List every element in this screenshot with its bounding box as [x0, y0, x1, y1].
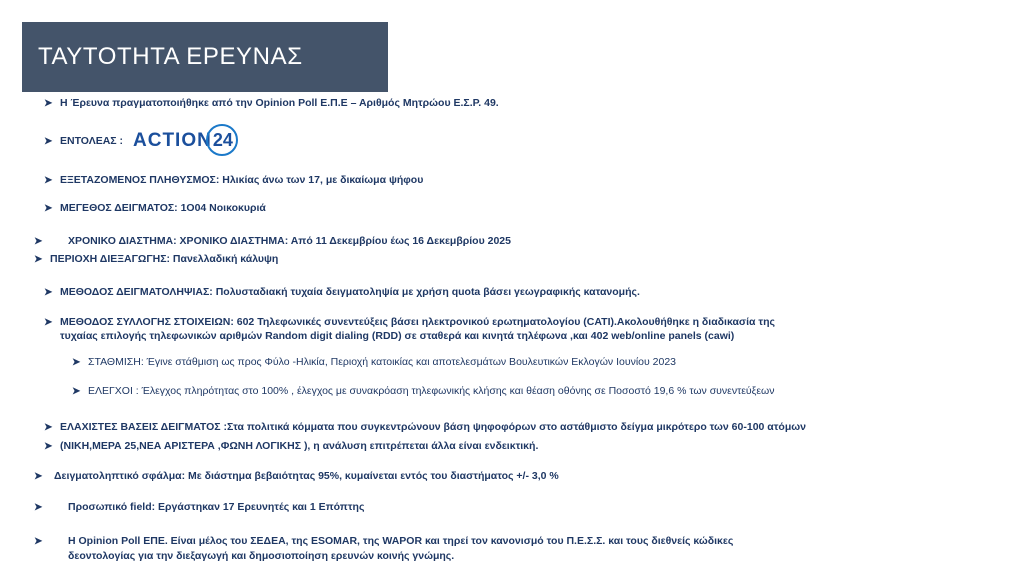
min-sample-bases-2-text: (ΝΙΚΗ,ΜΕΡΑ 25,ΝΕΑ ΑΡΙΣΤΕΡΑ ,ΦΩΝΗ ΛΟΓΙΚΗΣ ), η ανάλυση επιτρέπεται άλλα είναι ενδεικτική. [60, 439, 539, 452]
arrow-bullet-icon: ➤ [72, 357, 81, 369]
action24-logo [133, 124, 240, 158]
arrow-bullet-icon: ➤ [44, 203, 53, 214]
page-title: ΤΑΥΤΟΤΗΤΑ ΕΡΕΥΝΑΣ [38, 43, 303, 70]
list-item-client [34, 125, 994, 159]
list-item-survey-conductor [34, 96, 994, 111]
checks-text: ΕΛΕΓΧΟΙ : Έλεγχος πληρότητας στο 100% , έλεγχος με συνακρόαση τηλεφωνικής κλήσης και θέαση οθόνης σε Ποσοστό 19,6 % των συνεντεύξεων [88, 384, 775, 397]
list-item-sampling-error [34, 469, 994, 484]
field-staff-text: Προσωπικό field: Εργάστηκαν 17 Ερευνητές και 1 Επόπτης [68, 500, 365, 513]
sampling-method-text: ΜΕΘΟΔΟΣ ΔΕΙΓΜΑΤΟΛΗΨΙΑΣ: Πολυσταδιακή τυχαία δειγματοληψία με χρήση quota βάσει γεωγραφικής κατανομής. [60, 285, 640, 298]
arrow-bullet-icon: ➤ [44, 98, 53, 109]
list-item-coverage-area [34, 252, 994, 267]
list-item-checks [34, 384, 994, 399]
action24-logo-circle [206, 124, 240, 158]
arrow-bullet-icon: ➤ [34, 471, 43, 483]
list-item-weighting [34, 355, 994, 370]
arrow-bullet-icon: ➤ [72, 385, 81, 397]
list-item-sample-size [34, 201, 994, 216]
population-text: ΕΞΕΤΑΖΟΜΕΝΟΣ ΠΛΗΘΥΣΜΟΣ: Ηλικίας άνω των 17, με δικαίωμα ψήφου [60, 173, 424, 186]
survey-conductor-text: Η Έρευνα πραγματοποιήθηκε από την Opinion Poll Ε.Π.Ε – Αριθμός Μητρώου Ε.Σ.Ρ. 49. [60, 97, 499, 109]
client-label: ΕΝΤΟΛΕΑΣ : [60, 135, 123, 148]
action24-logo-word: ACTION [133, 129, 212, 151]
list-item-min-sample-bases-2 [34, 439, 994, 454]
list-item-memberships [34, 534, 994, 562]
coverage-area-text: ΠΕΡΙΟΧΗ ΔΙΕΞΑΓΩΓΗΣ: Πανελλαδική κάλυψη [50, 253, 279, 265]
arrow-bullet-icon: ➤ [44, 440, 53, 452]
arrow-bullet-icon: ➤ [44, 136, 53, 148]
list-item-collection-method [34, 315, 994, 343]
action24-logo-number: 24 [212, 130, 233, 151]
collection-method-text: ΜΕΘΟΔΟΣ ΣΥΛΛΟΓΗΣ ΣΤΟΙΧΕΙΩΝ: 602 Τηλεφωνικές συνεντεύξεις βάσει ηλεκτρονικού ερωτηματολογίου (CATI).Ακολουθήθηκε η διαδικασία της τυχαίας επιλογής τηλεφωνικών αριθμών Random digit dialing (RDD) σε σταθερά και κινητά τηλέφωνα ,και 402 web/online panels (cawi) [60, 316, 775, 343]
arrow-bullet-icon: ➤ [34, 254, 43, 265]
arrow-bullet-icon: ➤ [44, 286, 53, 298]
list-item-field-staff [34, 500, 994, 515]
arrow-bullet-icon: ➤ [34, 235, 43, 247]
arrow-bullet-icon: ➤ [44, 317, 53, 328]
arrow-bullet-icon: ➤ [34, 501, 43, 513]
arrow-bullet-icon: ➤ [34, 536, 43, 548]
list-item-min-sample-bases-1 [34, 420, 994, 435]
sample-size-text: ΜΕΓΕΘΟΣ ΔΕΙΓΜΑΤΟΣ: 1Ο04 Νοικοκυριά [60, 202, 266, 214]
list-item-time-period [34, 234, 994, 249]
title-band [22, 22, 388, 92]
weighting-text: ΣΤΑΘΜΙΣΗ: Έγινε στάθμιση ως προς Φύλο -Ηλικία, Περιοχή κατοικίας και αποτελεσμάτων Βουλευτικών Εκλογών Ιουνίου 2023 [88, 356, 677, 369]
arrow-bullet-icon: ➤ [44, 422, 53, 434]
min-sample-bases-1-text: ΕΛΑΧΙΣΤΕΣ ΒΑΣΕΙΣ ΔΕΙΓΜΑΤΟΣ :Στα πολιτικά κόμματα που συγκεντρώνουν βάση ψηφοφόρων στο αστάθμιστο δείγμα μικρότερο των 60-100 ατόμων [60, 421, 806, 434]
content-list [34, 96, 994, 563]
list-item-sampling-method [34, 285, 994, 300]
time-period-text: ΧΡΟΝΙΚΟ ΔΙΑΣΤΗΜΑ: ΧΡΟΝΙΚΟ ΔΙΑΣΤΗΜΑ: Από 11 Δεκεμβρίου έως 16 Δεκεμβρίου 2025 [68, 234, 511, 247]
arrow-bullet-icon: ➤ [44, 174, 53, 186]
sampling-error-text: Δειγματοληπτικό σφάλμα: Με διάστημα βεβαιότητας 95%, κυμαίνεται εντός του διαστήματος +/- 3,0 % [54, 470, 559, 483]
memberships-text: Η Opinion Poll ΕΠΕ. Είναι μέλος του ΣΕΔΕΑ, της ESOMAR, της WAPOR και τηρεί τον κανονισμό του Π.Ε.Σ.Σ. και τους διεθνείς κώδικες δεοντολογίας για την διεξαγωγή και δημοσιοποίηση ερευνών κοινής γνώμης. [68, 535, 734, 562]
list-item-population [34, 173, 994, 188]
